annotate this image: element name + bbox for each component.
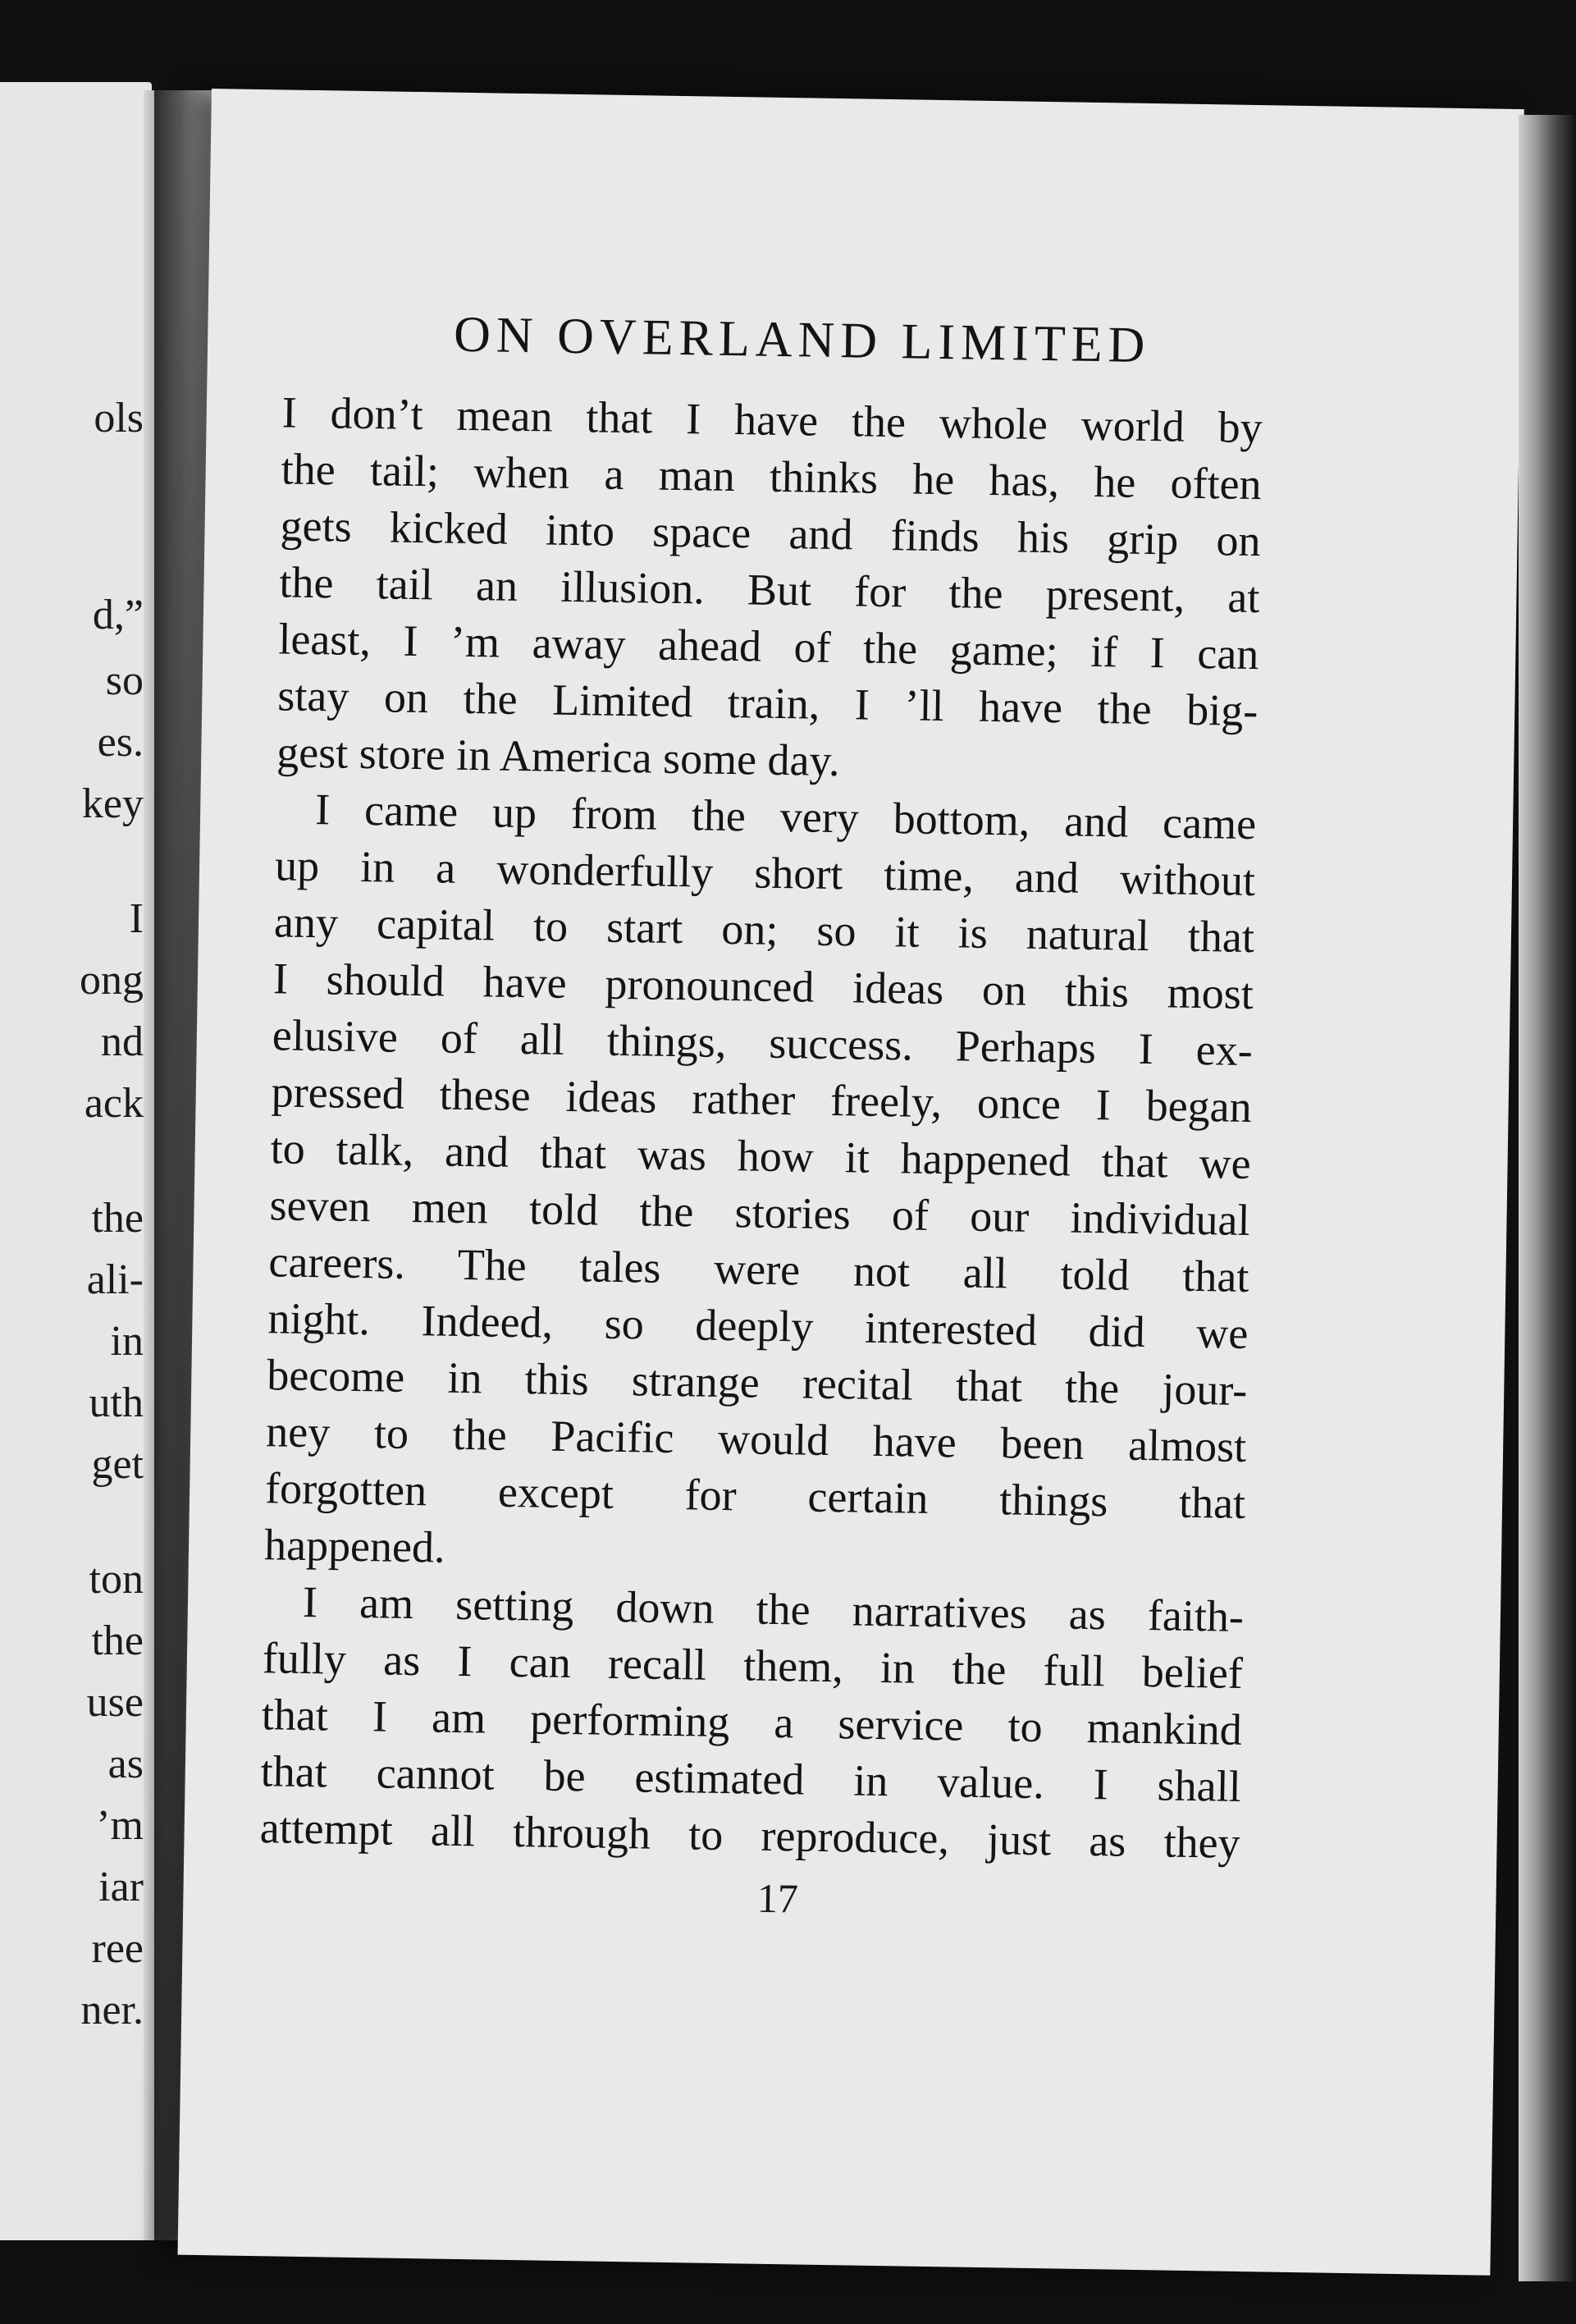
text-line: stay on the Limited train, I ’ll have the big-	[276, 670, 1259, 736]
left-page-text-fragment: ree	[91, 1925, 144, 1972]
left-page-text-fragment: key	[81, 780, 144, 827]
page-fore-edge	[1519, 115, 1576, 2281]
left-page-text-fragment: ton	[89, 1556, 144, 1603]
text-line: pressed these ideas rather freely, once I began	[271, 1067, 1253, 1132]
text-line: ney to the Pacific would have been almost	[265, 1407, 1247, 1472]
paragraph	[259, 1573, 1244, 1872]
text-line: night. Indeed, so deeply interested did we	[267, 1293, 1249, 1359]
text-line: I am setting down the narratives as faith-	[302, 1576, 1245, 1641]
left-page-text-fragment: iar	[98, 1864, 144, 1910]
left-page-text-fragment: ner.	[80, 1987, 144, 2034]
left-page-text-fragment: ’m	[96, 1802, 144, 1849]
left-page-text-fragment: get	[91, 1441, 144, 1488]
text-line: elusive of all things, success. Perhaps I ex-	[272, 1010, 1254, 1076]
main-page	[178, 89, 1524, 2276]
left-page-text-fragment: d,”	[92, 592, 144, 638]
left-page-text-fragment: so	[105, 657, 144, 704]
left-facing-page	[0, 82, 152, 2240]
text-line: that I am performing a service to mankind	[261, 1690, 1243, 1754]
text-line: that cannot be estimated in value. I shall	[260, 1746, 1242, 1811]
running-head: ON OVERLAND LIMITED	[453, 306, 1151, 374]
text-line: fully as I can recall them, in the full belief	[262, 1633, 1244, 1698]
text-line: seven men told the stories of our individual	[269, 1180, 1250, 1246]
text-line: gest store in America some day.	[276, 727, 841, 786]
text-line: least, I ’m away ahead of the game; if I can	[278, 614, 1259, 679]
left-page-text-fragment: the	[91, 1617, 144, 1664]
text-line: the tail; when a man thinks he has, he often	[281, 444, 1263, 510]
text-line: to talk, and that was how it happened that we	[270, 1123, 1252, 1189]
left-page-text-fragment: the	[91, 1195, 144, 1242]
text-line: I should have pronounced ideas on this most	[272, 954, 1254, 1019]
left-page-text-fragment: uth	[89, 1379, 144, 1426]
text-line: any capital to start on; so it is natural that	[273, 897, 1255, 963]
left-page-text-fragment: as	[107, 1741, 144, 1787]
text-line: happened.	[263, 1520, 445, 1572]
text-line: forgotten except for certain things that	[264, 1463, 1246, 1529]
left-page-text-fragment: use	[86, 1679, 144, 1726]
text-line: gets kicked into space and finds his grip on	[280, 501, 1261, 566]
page-content	[258, 303, 1264, 1929]
text-line: up in a wonderfully short time, and without	[274, 840, 1256, 906]
left-page-text-fragment: ols	[94, 395, 144, 441]
left-page-text-fragment: ong	[80, 957, 144, 1004]
left-page-text-fragments	[0, 82, 152, 2240]
left-page-text-fragment: es.	[97, 719, 144, 766]
text-line: I don’t mean that I have the whole world by	[281, 387, 1263, 453]
text-line: the tail an illusion. But for the present, at	[279, 557, 1260, 623]
left-page-text-fragment: in	[110, 1318, 144, 1365]
text-line: attempt all through to reproduce, just as they	[259, 1803, 1241, 1868]
text-line: I came up from the very bottom, and came	[314, 785, 1257, 849]
paragraph	[264, 780, 1257, 1589]
left-page-text-fragment: nd	[101, 1018, 144, 1065]
left-page-text-fragment: ali-	[86, 1256, 144, 1303]
page-number: 17	[756, 1874, 799, 1922]
text-line: become in this strange recital that the jour-	[266, 1350, 1248, 1416]
left-page-text-fragment: I	[129, 895, 144, 942]
paragraph	[276, 384, 1263, 796]
text-line: careers. The tales were not all told that	[268, 1237, 1249, 1302]
left-page-text-fragment: ack	[84, 1080, 144, 1127]
